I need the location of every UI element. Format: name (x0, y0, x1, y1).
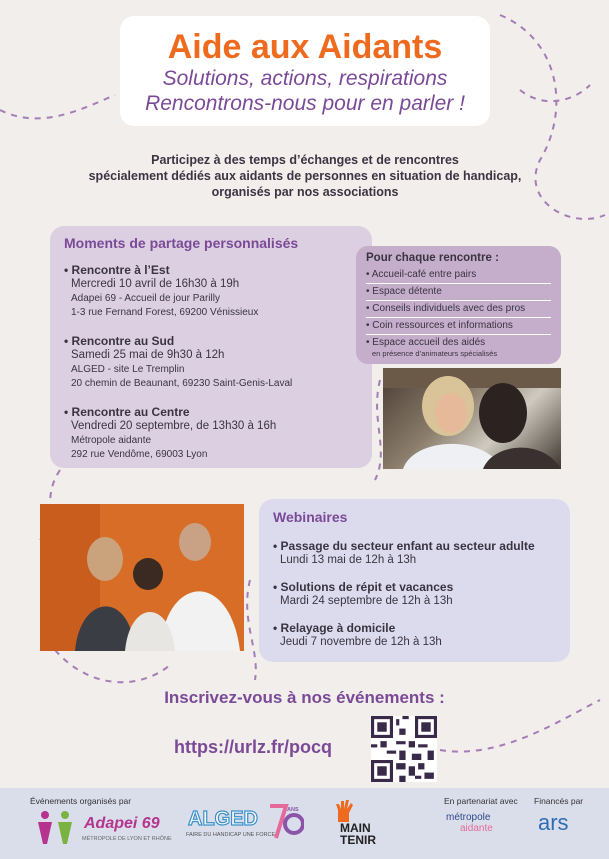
subtitle-line-2: Rencontrons-nous pour en parler ! (145, 92, 465, 115)
webinaire-item (273, 539, 556, 568)
event-address: 1-3 rue Fernand Forest, 69200 Vénissieux (71, 307, 259, 318)
adapei-figures-icon (36, 810, 76, 844)
webinaire-item (273, 621, 556, 650)
event-place: ALGED - site Le Tremplin (71, 364, 185, 375)
intro-line-2: spécialement dédiés aux aidants de personnes en situation de handicap, (88, 169, 522, 183)
webinaire-name: • Passage du secteur enfant au secteur adulte (273, 539, 535, 553)
list-item-note: en présence d’animateurs spécialisés (372, 349, 498, 358)
organised-by-label: Événements organisés par (30, 796, 132, 806)
event-address: 20 chemin de Beaunant, 69230 Saint-Genis-Laval (71, 378, 293, 389)
webinaire-name: • Relayage à domicile (273, 621, 396, 635)
photo-hug (383, 368, 561, 469)
event-est (64, 263, 358, 320)
ars-logo: ars (538, 810, 569, 835)
subtitle-line-1: Solutions, actions, respirations (162, 67, 448, 90)
event-sud (64, 334, 358, 391)
alged-years-text: ANS (287, 807, 299, 813)
event-place: Métropole aidante (71, 435, 152, 446)
partnership-label: En partenariat avec (444, 796, 518, 806)
signup-link[interactable]: https://urlz.fr/pocq (174, 737, 332, 757)
pour-chaque-card (356, 246, 561, 364)
alged-logo-sub: FAIRE DU HANDICAP UNE FORCE (186, 832, 276, 838)
list-item: • Espace détente (366, 284, 551, 301)
list-item: • Conseils individuels avec des pros (366, 301, 551, 318)
event-place: Adapei 69 - Accueil de jour Parilly (71, 293, 220, 304)
webinaires-card (259, 499, 570, 662)
webinaire-date: Mardi 24 septembre de 12h à 13h (280, 595, 453, 607)
pour-chaque-title: Pour chaque rencontre : (366, 252, 499, 264)
main-tenir-logo (340, 822, 376, 846)
intro-text (80, 152, 530, 200)
webinaire-date: Jeudi 7 novembre de 12h à 13h (280, 636, 442, 648)
event-date: Mercredi 10 avril de 16h30 à 19h (71, 278, 240, 290)
event-date: Samedi 25 mai de 9h30 à 12h (71, 349, 225, 361)
event-name: • Rencontre au Centre (64, 405, 190, 419)
metropole-line-1: métropole (446, 812, 491, 823)
alged-logo-text: ALGED (188, 808, 258, 830)
adapei-logo-text: Adapei 69 (84, 815, 160, 832)
intro-line-3: organisés par nos associations (211, 185, 399, 199)
hand-icon (334, 800, 356, 822)
event-name: • Rencontre à l’Est (64, 263, 170, 277)
main-tenir-line-2: TENIR (340, 833, 376, 847)
list-item (366, 335, 551, 358)
page-title: Aide aux Aidants (167, 28, 443, 66)
event-date: Vendredi 20 septembre, de 13h30 à 16h (71, 420, 277, 432)
event-centre (64, 405, 358, 462)
metropole-line-2: aidante (460, 823, 493, 834)
title-card (120, 16, 490, 126)
webinaire-item (273, 580, 556, 609)
adapei-logo-sub: MÉTROPOLE DE LYON ET RHÔNE (82, 836, 172, 842)
moments-card (50, 226, 372, 468)
footer (0, 788, 609, 859)
signup-cta: Inscrivez-vous à nos événements : (164, 688, 445, 707)
photo-family (40, 504, 244, 651)
event-name: • Rencontre au Sud (64, 334, 175, 348)
webinaire-name: • Solutions de répit et vacances (273, 580, 454, 594)
list-item-label: • Espace accueil des aidés (366, 337, 486, 348)
moments-title: Moments de partage personnalisés (64, 235, 299, 251)
intro-line-1: Participez à des temps d’échanges et de rencontres (151, 153, 459, 167)
metropole-aidante-logo (446, 812, 493, 834)
list-item: • Coin ressources et informations (366, 318, 551, 335)
qr-code-icon[interactable] (371, 716, 437, 782)
funded-by-label: Financés par (534, 796, 584, 806)
webinaire-date: Lundi 13 mai de 12h à 13h (280, 554, 417, 566)
main-tenir-line-1: MAIN (340, 821, 371, 835)
webinaires-title: Webinaires (273, 509, 348, 525)
list-item: • Accueil-café entre pairs (366, 267, 551, 284)
event-address: 292 rue Vendôme, 69003 Lyon (71, 449, 208, 460)
